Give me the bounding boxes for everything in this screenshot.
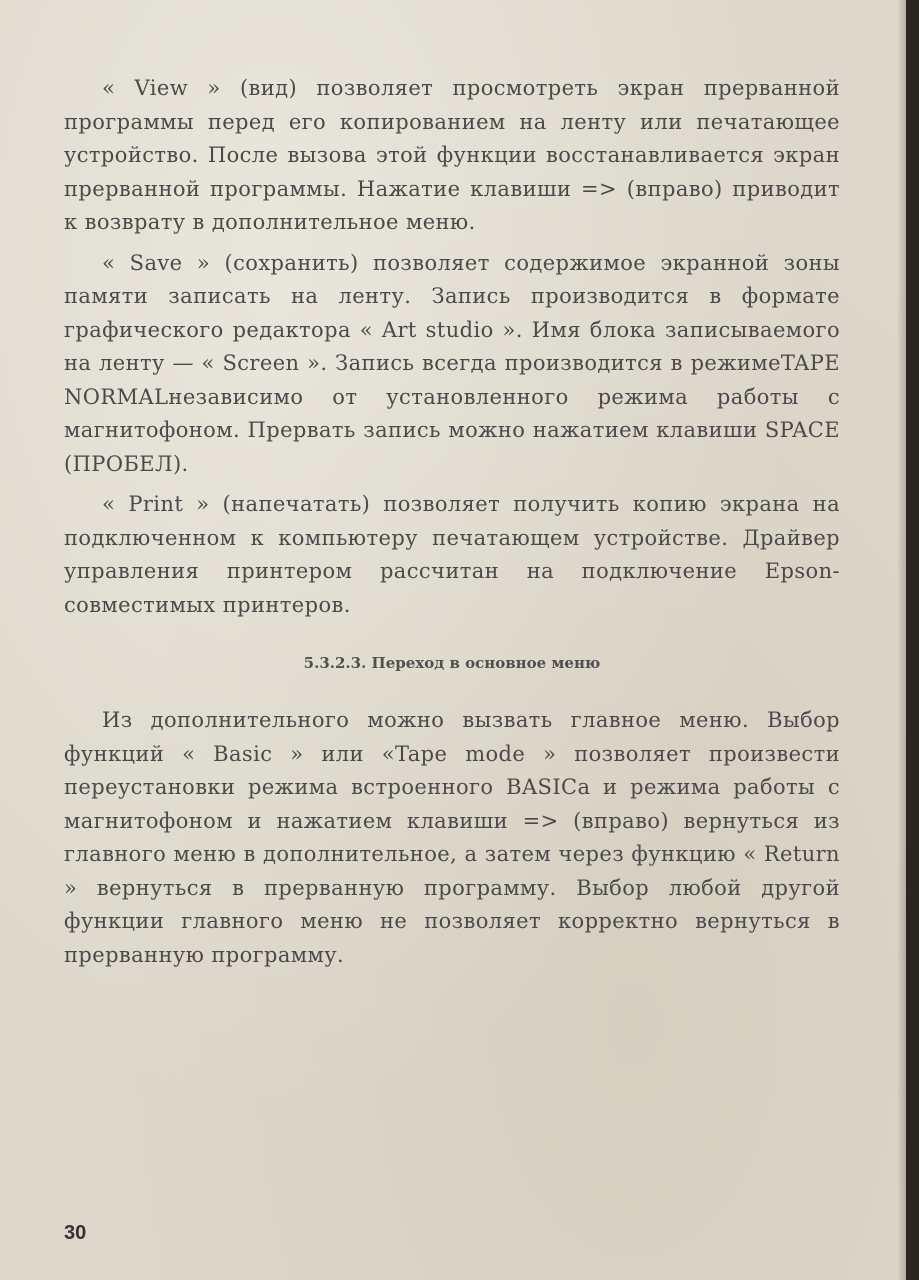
paragraph-print: « Print » (напечатать) позволяет получить копию экрана на подключенном к компьютеру печатающем устройстве. Драйвер управления принтером рассчитан на подключение Epson-совместимых принтеров. xyxy=(64,492,840,617)
paragraph-save: « Save » (сохранить) позволяет содержимое экранной зоны памяти записать на ленту. Запись производится в формате графического редактора « Art studio ». Имя блока записываемого на ленту — « Screen ». Запись всегда производится в режимеTAPE NORMALнезависимо от установленного режима работы с магнитофоном. Прервать запись можно нажатием клавиши SPACE (ПРОБЕЛ). xyxy=(64,250,840,476)
paragraph-view: « View » (вид) позволяет просмотреть экран прерванной программы перед его копированием на ленту или печатающее устройство. После вызова этой функции восстанавливается экран прерванной программы. Нажатие клавиши => (вправо) приводит к возврату в дополнительное меню. xyxy=(64,76,840,234)
section-heading: 5.3.2.3. Переход в основное меню xyxy=(303,654,601,672)
body-text-bottom xyxy=(64,704,840,972)
body-text-top xyxy=(64,72,840,622)
page-edge-shadow xyxy=(897,0,919,1280)
paragraph-main-menu: Из дополнительного можно вызвать главное меню. Выбор функций « Basic » или «Tape mode » позволяет произвести переустановки режима встроенного BASICа и режима работы с магнитофоном и нажатием клавиши => (вправо) вернуться из главного меню в дополнительное, а затем через функцию « Return » вернуться в прерванную программу. Выбор любой другой функции главного меню не позволяет корректно вернуться в прерванную программу. xyxy=(64,708,840,967)
page-number: 30 xyxy=(64,1222,87,1244)
